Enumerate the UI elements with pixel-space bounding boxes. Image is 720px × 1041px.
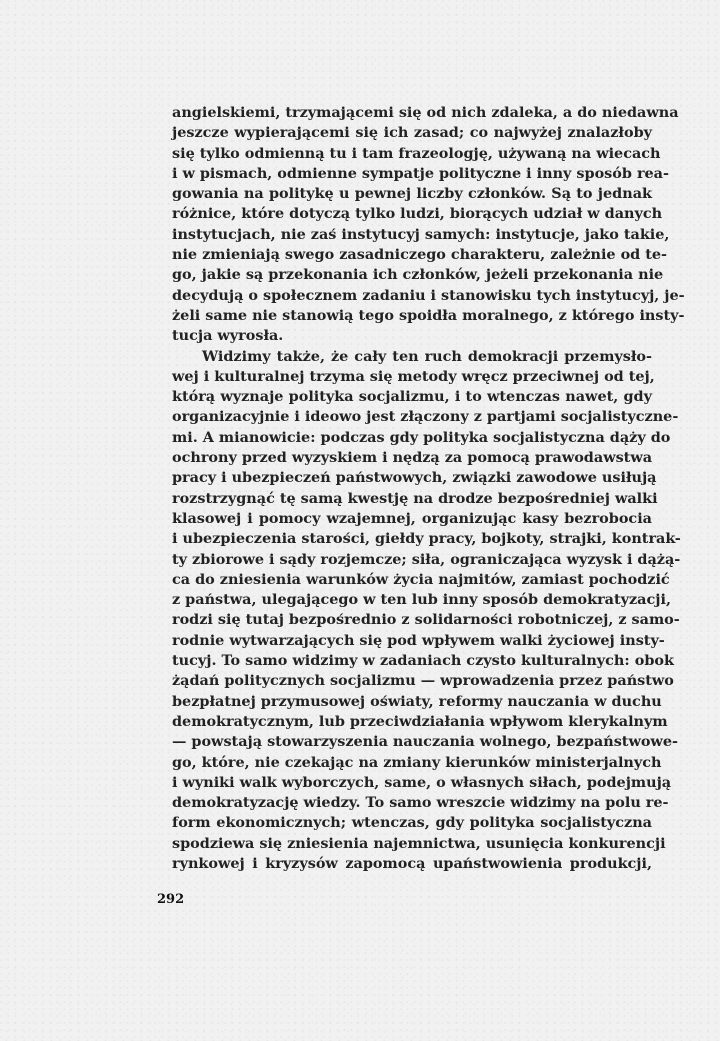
text-line: angielskiemi, trzymającemi się od nich zdaleka, a do niedawna <box>172 104 679 121</box>
text-line: żeli same nie stanowią tego spoidła moralnego, z którego insty- <box>172 306 685 324</box>
text-line: rodzi się tutaj bezpośrednio z solidarności robotniczej, z samo- <box>172 611 680 629</box>
text-line: i ubezpieczenia starości, giełdy pracy, bojkoty, strajki, kontrak- <box>172 530 681 548</box>
page-number: 292 <box>157 892 185 907</box>
text-line: spodziewa się zniesienia najemnictwa, usunięcia konkurencji <box>172 834 666 852</box>
paragraph-start-line: Widzimy także, że cały ten ruch demokracji przemysło- <box>202 347 652 365</box>
text-line: i wyniki walk wyborczych, same, o własnych siłach, podejmują <box>172 773 672 791</box>
text-line: nie zmieniają swego zasadniczego charakteru, zależnie od te- <box>172 246 668 264</box>
text-line: rozstrzygnąć tę samą kwestję na drodze bezpośredniej walki <box>172 489 658 507</box>
text-line: go, które, nie czekając na zmiany kierunków ministerjalnych <box>172 753 662 771</box>
text-line: ty zbiorowe i sądy rozjemcze; siła, ograniczająca wyzysk i dążą- <box>172 550 681 568</box>
text-line: rodnie wytwarzających się pod wpływem walki życiowej insty- <box>172 631 665 649</box>
text-line: gowania na politykę u pewnej liczby członków. Są to jednak <box>172 185 652 203</box>
text-line: mi. A mianowicie: podczas gdy polityka socjalistyczna dąży do <box>172 428 671 446</box>
text-line: jeszcze wypierającemi się ich zasad; co najwyżej znalazłoby <box>172 124 652 142</box>
text-line: demokratyzację wiedzy. To samo wreszcie widzimy na polu re- <box>172 794 669 812</box>
text-line: rynkowej i kryzysów zapomocą upaństwowienia produkcji, <box>172 854 652 872</box>
text-line: się tylko odmienną tu i tam frazeologję, używaną na wiecach <box>172 144 661 162</box>
body-text <box>172 103 685 874</box>
text-line: którą wyznaje polityka socjalizmu, i to wtenczas nawet, gdy <box>172 388 652 406</box>
text-line: bezpłatnej przymusowej oświaty, reformy nauczania w duchu <box>172 692 662 710</box>
text-line: i w pismach, odmienne sympatje polityczne i inny sposób rea- <box>172 164 669 182</box>
text-line: demokratycznym, lub przeciwdziałania wpływom klerykalnym <box>172 712 668 730</box>
text-line: go, jakie są przekonania ich członków, jeżeli przekonania nie <box>172 266 664 284</box>
text-line: ochrony przed wyzyskiem i nędzą za pomocą prawodawstwa <box>172 449 653 467</box>
text-line: instytucjach, nie zaś instytucyj samych: instytucje, jako takie, <box>172 225 670 243</box>
text-line: decydują o społecznem zadaniu i stanowisku tych instytucyj, je- <box>172 286 685 304</box>
text-line: — powstają stowarzyszenia nauczania wolnego, bezpaństwowe- <box>172 733 678 751</box>
text-line: z państwa, ulegającego w ten lub inny sposób demokratyzacji, <box>172 591 671 609</box>
text-line: form ekonomicznych; wtenczas, gdy polityka socjalistyczna <box>172 814 652 832</box>
text-line: pracy i ubezpieczeń państwowych, związki zawodowe usiłują <box>172 469 657 487</box>
text-line: wej i kulturalnej trzyma się metody wręcz przeciwnej od tej, <box>172 367 655 385</box>
text-line: ca do zniesienia warunków życia najmitów, zamiast pochodzić <box>172 570 670 588</box>
text-line: klasowej i pomocy wzajemnej, organizując kasy bezrobocia <box>172 509 652 527</box>
text-line: organizacyjnie i ideowo jest złączony z partjami socjalistyczne- <box>172 408 679 426</box>
text-line: tucyj. To samo widzimy w zadaniach czysto kulturalnych: obok <box>172 652 674 670</box>
text-line: żądań politycznych socjalizmu — wprowadzenia przez państwo <box>172 672 674 690</box>
text-line: tucja wyrosła. <box>172 327 284 345</box>
text-line: różnice, które dotyczą tylko ludzi, biorących udział w danych <box>172 205 663 223</box>
